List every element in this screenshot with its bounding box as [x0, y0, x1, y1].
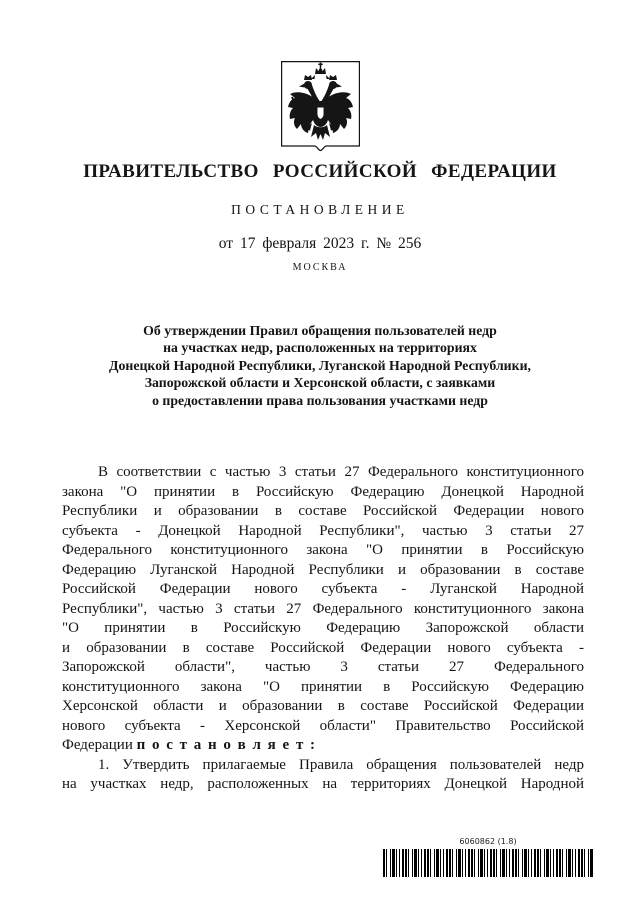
body-line: закона "О принятии в Российскую Федерацию Донецкой Народной	[62, 483, 584, 500]
decree-title-line: о предоставлении права пользования участками недр	[152, 392, 488, 408]
decree-title	[62, 322, 578, 409]
body-line: В соответствии с частью 3 статьи 27 Федерального конституционного	[98, 464, 584, 480]
decree-body	[62, 463, 584, 795]
decree-verb: п о с т а н о в л я е т :	[136, 737, 317, 753]
decree-title-line: Донецкой Народной Республики, Луганской Народной Республики,	[109, 357, 531, 373]
barcode-label: 6060862 (1.8)	[459, 837, 517, 846]
body-line: 1. Утвердить прилагаемые Правила обращения пользователей недр	[98, 756, 584, 773]
body-line: конституционного закона "О принятии в Российскую Федерацию	[62, 678, 584, 695]
paragraph-end-text: Федерации	[62, 737, 137, 753]
decree-title-line: на участках недр, расположенных на территориях	[163, 340, 477, 356]
decree-title-line: Запорожской области и Херсонской области, с заявками	[144, 375, 496, 391]
body-line: на участках недр, расположенных на территориях Донецкой Народной	[62, 776, 584, 792]
body-line: субъекта - Донецкой Народной Республики", частью 3 статьи 27	[62, 522, 584, 539]
city-label: МОСКВА	[292, 262, 348, 273]
decree-title-line: Об утверждении Правил обращения пользователей недр	[143, 323, 497, 338]
body-line: нового субъекта - Херсонской области" Правительство Российской	[62, 717, 584, 734]
body-line: и образовании в составе Российской Федерации нового субъекта -	[62, 639, 584, 656]
body-line: Федерацию Луганской Народной Республики и образовании в составе	[62, 561, 584, 578]
body-line: Российской Федерации нового субъекта - Луганской Народной	[62, 581, 584, 597]
body-line: Республики", частью 3 статьи 27 Федерального конституционного закона	[62, 600, 584, 617]
document-date-number: от 17 февраля 2023 г. № 256	[218, 235, 422, 252]
government-heading: ПРАВИТЕЛЬСТВО РОССИЙСКОЙ ФЕДЕРАЦИИ	[83, 161, 557, 182]
body-line: Херсонской области и образовании в составе Российской Федерации	[62, 698, 584, 714]
body-line: Республики и образовании в составе Российской Федерации нового	[62, 503, 584, 519]
body-line: Федерального конституционного закона "О принятии в Российскую	[62, 542, 584, 558]
coat-of-arms-icon	[281, 61, 360, 153]
body-line: "О принятии в Российскую Федерацию Запорожской области	[62, 620, 584, 636]
body-line	[62, 736, 584, 756]
document-type-heading: ПОСТАНОВЛЕНИЕ	[231, 202, 409, 217]
barcode	[383, 849, 593, 877]
body-line: Запорожской области", частью 3 статьи 27 Федерального	[62, 659, 584, 675]
